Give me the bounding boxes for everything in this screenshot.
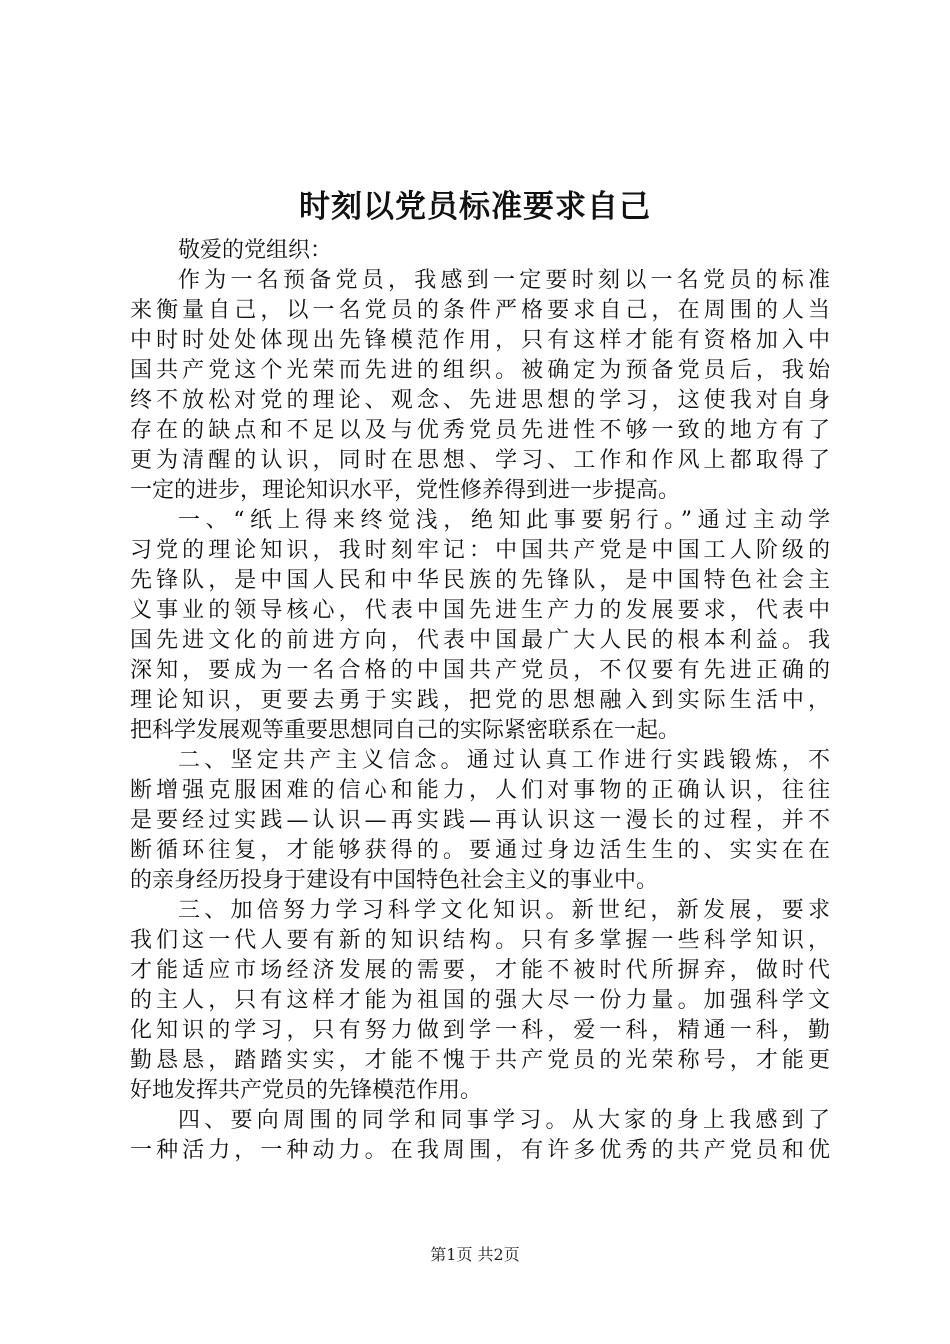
body-line: 断循环往复，才能够获得的。要通过身边活生生的、实实在在 (130, 838, 830, 863)
body-line: 习党的理论知识，我时刻牢记：中国共产党是中国工人阶级的 (130, 538, 830, 563)
salutation-line: 敬爱的党组织： (178, 238, 333, 263)
document-title: 时刻以党员标准要求自己 (299, 189, 651, 225)
body-line: 作为一名预备党员，我感到一定要时刻以一名党员的标准 (178, 268, 830, 293)
body-line: 的主人，只有这样才能为祖国的强大尽一份力量。加强科学文 (130, 988, 830, 1013)
body-line: 三、加倍努力学习科学文化知识。新世纪，新发展，要求 (178, 898, 830, 923)
body-line: 国共产党这个光荣而先进的组织。被确定为预备党员后，我始 (130, 358, 830, 383)
body-line: 化知识的学习，只有努力做到学一科，爱一科，精通一科，勤 (130, 1018, 830, 1043)
body-line: 更为清醒的认识，同时在思想、学习、工作和作风上都取得了 (130, 448, 830, 473)
body-line: 理论知识，更要去勇于实践，把党的思想融入到实际生活中， (130, 688, 830, 713)
body-line: 一定的进步，理论知识水平，党性修养得到进一步提高。 (130, 478, 681, 503)
body-line: 先锋队，是中国人民和中华民族的先锋队，是中国特色社会主 (130, 568, 830, 593)
body-line: 深知，要成为一名合格的中国共产党员，不仅要有先进正确的 (130, 658, 830, 683)
body-line: 一、“纸上得来终觉浅，绝知此事要躬行。”通过主动学 (178, 508, 830, 533)
page-number-footer: 第1页 共2页 (430, 1245, 520, 1264)
body-line: 国先进文化的前进方向，代表中国最广大人民的根本利益。我 (130, 628, 830, 653)
body-line: 二、坚定共产主义信念。通过认真工作进行实践锻炼，不 (178, 748, 830, 773)
body-line: 义事业的领导核心，代表中国先进生产力的发展要求，代表中 (130, 598, 830, 623)
body-line: 存在的缺点和不足以及与优秀党员先进性不够一致的地方有了 (130, 418, 830, 443)
body-line: 勤恳恳，踏踏实实，才能不愧于共产党员的光荣称号，才能更 (130, 1048, 830, 1073)
body-line: 才能适应市场经济发展的需要，才能不被时代所摒弃，做时代 (130, 958, 830, 983)
body-line: 把科学发展观等重要思想同自己的实际紧密联系在一起。 (130, 718, 681, 743)
body-line: 来衡量自己，以一名党员的条件严格要求自己，在周围的人当 (130, 298, 830, 323)
body-line: 好地发挥共产党员的先锋模范作用。 (130, 1078, 483, 1103)
body-line: 断增强克服困难的信心和能力，人们对事物的正确认识，往往 (130, 778, 830, 803)
body-line: 的亲身经历投身于建设有中国特色社会主义的事业中。 (130, 868, 659, 893)
body-line: 终不放松对党的理论、观念、先进思想的学习，这使我对自身 (130, 388, 830, 413)
body-line: 四、要向周围的同学和同事学习。从大家的身上我感到了 (178, 1108, 830, 1133)
document-body (130, 236, 830, 1166)
body-line: 我们这一代人要有新的知识结构。只有多掌握一些科学知识， (130, 928, 830, 953)
body-line: 中时时处处体现出先锋模范作用，只有这样才能有资格加入中 (130, 328, 830, 353)
body-line: 是要经过实践—认识—再实践—再认识这一漫长的过程，并不 (130, 808, 830, 833)
body-line: 一种活力，一种动力。在我周围，有许多优秀的共产党员和优 (130, 1138, 830, 1163)
